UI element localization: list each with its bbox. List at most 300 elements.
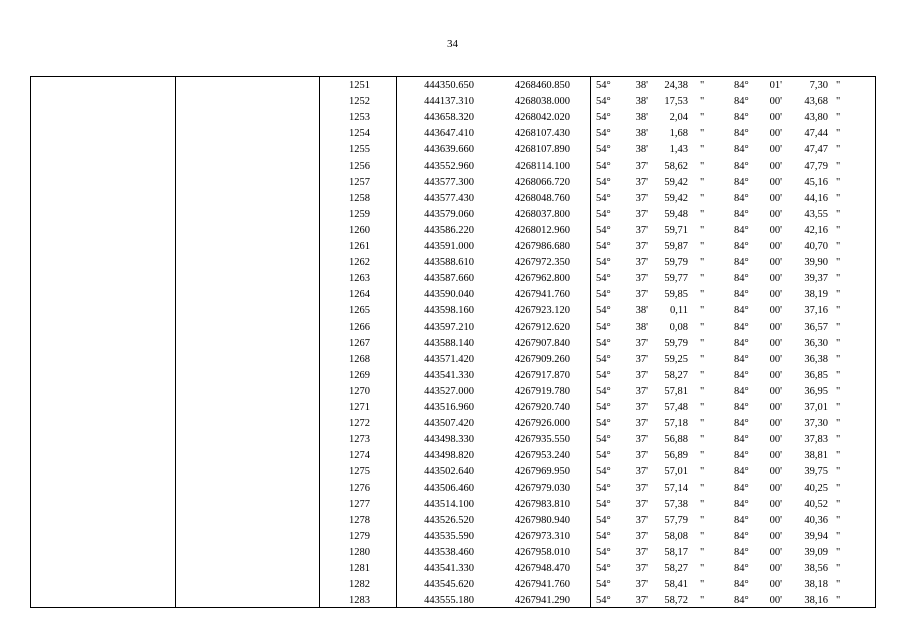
lon-seconds-mark: " — [836, 96, 841, 108]
lon-seconds: 39,37 — [804, 273, 828, 285]
lon-seconds-mark: " — [836, 353, 841, 365]
lon-seconds: 44,16 — [804, 192, 828, 204]
point-number: 1267 — [349, 337, 370, 349]
lat-seconds: 59,71 — [664, 224, 688, 236]
lon-minutes: 00' — [769, 434, 782, 446]
lat-minutes: 37' — [635, 353, 648, 365]
x-coordinate: 443588.140 — [424, 337, 474, 349]
lat-degrees: 54° — [596, 144, 611, 156]
lat-degrees: 54° — [596, 466, 611, 478]
y-coordinate: 4267941.760 — [514, 579, 570, 591]
lat-seconds-mark: " — [700, 160, 705, 172]
point-number: 1252 — [349, 96, 370, 108]
lon-seconds-mark: " — [836, 482, 841, 494]
lon-seconds: 36,30 — [804, 337, 828, 349]
lat-seconds: 56,88 — [664, 434, 688, 446]
lon-minutes: 00' — [769, 273, 782, 285]
lat-seconds: 56,89 — [664, 450, 688, 462]
point-number: 1278 — [349, 514, 370, 526]
lon-seconds-mark: " — [836, 192, 841, 204]
lat-minutes: 37' — [635, 241, 648, 252]
point-number: 1268 — [349, 353, 370, 365]
lat-seconds-mark: " — [700, 369, 705, 381]
lon-seconds-mark: " — [836, 530, 841, 542]
lat-degrees: 54° — [596, 128, 611, 140]
lat-seconds-mark: " — [700, 321, 705, 333]
lat-seconds-mark: " — [700, 563, 705, 574]
y-coordinate: 4267912.620 — [514, 321, 570, 333]
lat-seconds: 57,48 — [664, 402, 688, 413]
lat-seconds: 58,62 — [664, 160, 688, 172]
x-coordinate: 443498.330 — [424, 434, 474, 446]
lon-minutes: 00' — [769, 321, 782, 333]
lat-degrees: 54° — [596, 498, 611, 510]
point-number: 1263 — [349, 273, 370, 285]
table-row — [0, 561, 905, 577]
point-number: 1254 — [349, 128, 370, 140]
y-coordinate: 4267923.120 — [514, 305, 570, 317]
lon-seconds: 39,90 — [804, 257, 828, 269]
lon-seconds-mark: " — [836, 466, 841, 478]
table-row — [0, 384, 905, 400]
lat-seconds: 0,08 — [669, 321, 688, 333]
point-number: 1260 — [349, 224, 370, 236]
lat-degrees: 54° — [596, 337, 611, 349]
table-row — [0, 223, 905, 239]
x-coordinate: 443586.220 — [424, 224, 474, 236]
lon-degrees: 84° — [734, 546, 749, 558]
y-coordinate: 4267986.680 — [514, 241, 570, 252]
lon-degrees: 84° — [734, 418, 749, 430]
x-coordinate: 443507.420 — [424, 418, 474, 430]
y-coordinate: 4267941.760 — [514, 289, 570, 301]
lat-degrees: 54° — [596, 546, 611, 558]
lat-minutes: 37' — [635, 385, 648, 397]
y-coordinate: 4267935.550 — [514, 434, 570, 446]
point-number: 1262 — [349, 257, 370, 269]
point-number: 1282 — [349, 579, 370, 591]
lon-degrees: 84° — [734, 369, 749, 381]
lat-degrees: 54° — [596, 353, 611, 365]
x-coordinate: 443591.000 — [424, 241, 474, 252]
lat-seconds: 0,11 — [670, 305, 688, 317]
lon-seconds: 38,16 — [804, 595, 828, 607]
lat-minutes: 38' — [635, 112, 648, 124]
lon-seconds: 39,94 — [804, 530, 828, 542]
lat-minutes: 37' — [635, 192, 648, 204]
point-number: 1265 — [349, 305, 370, 317]
lon-degrees: 84° — [734, 402, 749, 413]
lat-minutes: 38' — [635, 80, 648, 91]
lat-seconds: 59,79 — [664, 257, 688, 269]
lat-seconds-mark: " — [700, 450, 705, 462]
lon-seconds-mark: " — [836, 273, 841, 285]
point-number: 1280 — [349, 546, 370, 558]
y-coordinate: 4267926.000 — [514, 418, 570, 430]
lon-degrees: 84° — [734, 80, 749, 91]
lat-seconds: 1,68 — [669, 128, 688, 140]
lon-minutes: 00' — [769, 450, 782, 462]
y-coordinate: 4268107.890 — [514, 144, 570, 156]
lat-seconds-mark: " — [700, 402, 705, 413]
x-coordinate: 443545.620 — [424, 579, 474, 591]
lat-seconds: 57,18 — [664, 418, 688, 430]
lat-seconds-mark: " — [700, 96, 705, 108]
y-coordinate: 4268037.800 — [514, 208, 570, 220]
lon-seconds-mark: " — [836, 498, 841, 510]
lon-degrees: 84° — [734, 257, 749, 269]
table-row — [0, 175, 905, 191]
lon-degrees: 84° — [734, 385, 749, 397]
page-number: 34 — [447, 38, 458, 50]
lat-seconds-mark: " — [700, 176, 705, 188]
lat-minutes: 37' — [635, 160, 648, 172]
lon-degrees: 84° — [734, 112, 749, 124]
lat-seconds: 57,79 — [664, 514, 688, 526]
lat-seconds-mark: " — [700, 224, 705, 236]
lon-minutes: 00' — [769, 595, 782, 607]
x-coordinate: 443577.430 — [424, 192, 474, 204]
lat-degrees: 54° — [596, 224, 611, 236]
lat-degrees: 54° — [596, 289, 611, 301]
point-number: 1279 — [349, 530, 370, 542]
lon-seconds: 36,95 — [804, 385, 828, 397]
y-coordinate: 4267980.940 — [514, 514, 570, 526]
lat-degrees: 54° — [596, 321, 611, 333]
lon-minutes: 00' — [769, 466, 782, 478]
lon-degrees: 84° — [734, 224, 749, 236]
x-coordinate: 443658.320 — [424, 112, 474, 124]
x-coordinate: 443506.460 — [424, 482, 474, 494]
table-row — [0, 336, 905, 352]
lon-seconds: 45,16 — [804, 176, 828, 188]
lat-seconds-mark: " — [700, 80, 705, 91]
point-number: 1283 — [349, 595, 370, 607]
table-row — [0, 529, 905, 545]
lat-degrees: 54° — [596, 176, 611, 188]
table-row — [0, 271, 905, 287]
lon-degrees: 84° — [734, 482, 749, 494]
lon-degrees: 84° — [734, 321, 749, 333]
lat-seconds: 59,79 — [664, 337, 688, 349]
lon-minutes: 00' — [769, 112, 782, 124]
point-number: 1275 — [349, 466, 370, 478]
x-coordinate: 443571.420 — [424, 353, 474, 365]
lon-minutes: 00' — [769, 257, 782, 269]
lat-degrees: 54° — [596, 482, 611, 494]
lon-seconds-mark: " — [836, 160, 841, 172]
lon-degrees: 84° — [734, 176, 749, 188]
lon-degrees: 84° — [734, 241, 749, 252]
lat-degrees: 54° — [596, 160, 611, 172]
y-coordinate: 4267920.740 — [514, 402, 570, 413]
lon-minutes: 00' — [769, 144, 782, 156]
lon-minutes: 00' — [769, 402, 782, 413]
x-coordinate: 443555.180 — [424, 595, 474, 607]
lat-seconds-mark: " — [700, 192, 705, 204]
lon-seconds-mark: " — [836, 112, 841, 124]
lat-seconds-mark: " — [700, 273, 705, 285]
lon-minutes: 00' — [769, 160, 782, 172]
lon-minutes: 00' — [769, 224, 782, 236]
lon-seconds: 43,80 — [804, 112, 828, 124]
lat-degrees: 54° — [596, 208, 611, 220]
lon-seconds-mark: " — [836, 337, 841, 349]
lon-seconds: 36,57 — [804, 321, 828, 333]
lat-minutes: 38' — [635, 128, 648, 140]
lon-seconds-mark: " — [836, 579, 841, 591]
lat-seconds: 17,53 — [664, 96, 688, 108]
lat-seconds: 57,38 — [664, 498, 688, 510]
lat-seconds-mark: " — [700, 579, 705, 591]
lon-seconds: 37,01 — [804, 402, 828, 413]
point-number: 1274 — [349, 450, 370, 462]
lat-degrees: 54° — [596, 257, 611, 269]
lon-minutes: 00' — [769, 482, 782, 494]
lat-degrees: 54° — [596, 112, 611, 124]
lon-seconds-mark: " — [836, 80, 841, 91]
y-coordinate: 4268107.430 — [514, 128, 570, 140]
lat-seconds-mark: " — [700, 482, 705, 494]
point-number: 1270 — [349, 385, 370, 397]
x-coordinate: 443502.640 — [424, 466, 474, 478]
lon-degrees: 84° — [734, 579, 749, 591]
lon-minutes: 00' — [769, 498, 782, 510]
table-row — [0, 159, 905, 175]
point-number: 1264 — [349, 289, 370, 301]
lon-seconds: 38,81 — [804, 450, 828, 462]
lon-seconds-mark: " — [836, 241, 841, 252]
lon-seconds-mark: " — [836, 289, 841, 301]
lat-seconds: 59,42 — [664, 176, 688, 188]
lat-minutes: 38' — [635, 305, 648, 317]
lat-minutes: 37' — [635, 563, 648, 574]
lon-degrees: 84° — [734, 337, 749, 349]
lat-seconds-mark: " — [700, 353, 705, 365]
point-number: 1256 — [349, 160, 370, 172]
lat-seconds: 57,81 — [664, 385, 688, 397]
lon-degrees: 84° — [734, 498, 749, 510]
lat-degrees: 54° — [596, 434, 611, 446]
y-coordinate: 4267909.260 — [514, 353, 570, 365]
lon-seconds-mark: " — [836, 514, 841, 526]
point-number: 1253 — [349, 112, 370, 124]
x-coordinate: 443516.960 — [424, 402, 474, 413]
lon-seconds: 37,16 — [804, 305, 828, 317]
x-coordinate: 443598.160 — [424, 305, 474, 317]
point-number: 1281 — [349, 563, 370, 574]
x-coordinate: 443552.960 — [424, 160, 474, 172]
lat-minutes: 37' — [635, 498, 648, 510]
y-coordinate: 4267979.030 — [514, 482, 570, 494]
table-row — [0, 239, 905, 255]
x-coordinate: 443588.610 — [424, 257, 474, 269]
lon-seconds-mark: " — [836, 208, 841, 220]
lon-minutes: 00' — [769, 369, 782, 381]
lon-minutes: 00' — [769, 241, 782, 252]
table-row — [0, 481, 905, 497]
lat-seconds: 58,17 — [664, 546, 688, 558]
point-number: 1276 — [349, 482, 370, 494]
lat-seconds-mark: " — [700, 208, 705, 220]
x-coordinate: 443579.060 — [424, 208, 474, 220]
lon-minutes: 00' — [769, 579, 782, 591]
lat-seconds-mark: " — [700, 128, 705, 140]
y-coordinate: 4267973.310 — [514, 530, 570, 542]
lon-seconds: 38,18 — [804, 579, 828, 591]
lon-degrees: 84° — [734, 305, 749, 317]
lon-seconds-mark: " — [836, 418, 841, 430]
y-coordinate: 4267917.870 — [514, 369, 570, 381]
lon-seconds: 39,75 — [804, 466, 828, 478]
table-row — [0, 110, 905, 126]
lat-degrees: 54° — [596, 450, 611, 462]
lat-seconds-mark: " — [700, 257, 705, 269]
lat-seconds-mark: " — [700, 241, 705, 252]
lat-seconds-mark: " — [700, 546, 705, 558]
x-coordinate: 443541.330 — [424, 369, 474, 381]
lon-degrees: 84° — [734, 353, 749, 365]
lat-minutes: 37' — [635, 418, 648, 430]
x-coordinate: 443647.410 — [424, 128, 474, 140]
x-coordinate: 443587.660 — [424, 273, 474, 285]
lon-seconds-mark: " — [836, 224, 841, 236]
lon-degrees: 84° — [734, 160, 749, 172]
lat-seconds: 58,27 — [664, 369, 688, 381]
lat-minutes: 37' — [635, 257, 648, 269]
x-coordinate: 443577.300 — [424, 176, 474, 188]
lon-minutes: 01' — [769, 80, 782, 91]
lon-seconds: 43,68 — [804, 96, 828, 108]
lat-minutes: 37' — [635, 208, 648, 220]
table-row — [0, 287, 905, 303]
lat-seconds: 59,48 — [664, 208, 688, 220]
lat-seconds: 57,01 — [664, 466, 688, 478]
lon-seconds: 37,30 — [804, 418, 828, 430]
lat-minutes: 37' — [635, 434, 648, 446]
point-number: 1266 — [349, 321, 370, 333]
lon-seconds-mark: " — [836, 305, 841, 317]
lat-degrees: 54° — [596, 595, 611, 607]
x-coordinate: 443597.210 — [424, 321, 474, 333]
lat-degrees: 54° — [596, 402, 611, 413]
lat-seconds: 2,04 — [669, 112, 688, 124]
lon-minutes: 00' — [769, 385, 782, 397]
lon-degrees: 84° — [734, 128, 749, 140]
lon-seconds: 38,19 — [804, 289, 828, 301]
lon-seconds: 47,44 — [804, 128, 828, 140]
y-coordinate: 4268038.000 — [514, 96, 570, 108]
lat-degrees: 54° — [596, 579, 611, 591]
x-coordinate: 443639.660 — [424, 144, 474, 156]
lon-seconds: 38,56 — [804, 563, 828, 574]
lat-seconds: 58,27 — [664, 563, 688, 574]
point-number: 1251 — [349, 80, 370, 91]
lon-seconds: 36,85 — [804, 369, 828, 381]
lat-seconds: 58,08 — [664, 530, 688, 542]
lat-minutes: 37' — [635, 402, 648, 413]
lat-degrees: 54° — [596, 192, 611, 204]
lat-seconds: 57,14 — [664, 482, 688, 494]
lon-minutes: 00' — [769, 563, 782, 574]
lat-minutes: 37' — [635, 224, 648, 236]
x-coordinate: 444137.310 — [424, 96, 474, 108]
lon-degrees: 84° — [734, 530, 749, 542]
table-row — [0, 255, 905, 271]
lon-minutes: 00' — [769, 546, 782, 558]
lat-seconds-mark: " — [700, 498, 705, 510]
lon-degrees: 84° — [734, 273, 749, 285]
lon-seconds: 42,16 — [804, 224, 828, 236]
lon-minutes: 00' — [769, 128, 782, 140]
table-row — [0, 593, 905, 609]
point-number: 1269 — [349, 369, 370, 381]
point-number: 1272 — [349, 418, 370, 430]
lat-seconds-mark: " — [700, 112, 705, 124]
y-coordinate: 4267907.840 — [514, 337, 570, 349]
table-row — [0, 464, 905, 480]
point-number: 1258 — [349, 192, 370, 204]
lat-seconds-mark: " — [700, 466, 705, 478]
lat-degrees: 54° — [596, 385, 611, 397]
lat-degrees: 54° — [596, 563, 611, 574]
lat-minutes: 37' — [635, 273, 648, 285]
lon-minutes: 00' — [769, 176, 782, 188]
y-coordinate: 4267958.010 — [514, 546, 570, 558]
point-number: 1273 — [349, 434, 370, 446]
lon-degrees: 84° — [734, 514, 749, 526]
lon-minutes: 00' — [769, 96, 782, 108]
table-row — [0, 142, 905, 158]
lat-seconds-mark: " — [700, 434, 705, 446]
table-row — [0, 191, 905, 207]
lon-minutes: 00' — [769, 208, 782, 220]
lon-degrees: 84° — [734, 595, 749, 607]
lon-seconds-mark: " — [836, 434, 841, 446]
lon-minutes: 00' — [769, 305, 782, 317]
table-row — [0, 320, 905, 336]
lon-seconds-mark: " — [836, 563, 841, 574]
lon-seconds-mark: " — [836, 369, 841, 381]
lat-seconds-mark: " — [700, 595, 705, 607]
y-coordinate: 4267972.350 — [514, 257, 570, 269]
lon-seconds: 37,83 — [804, 434, 828, 446]
lon-minutes: 00' — [769, 289, 782, 301]
lat-seconds-mark: " — [700, 385, 705, 397]
lon-degrees: 84° — [734, 192, 749, 204]
table-row — [0, 400, 905, 416]
lat-minutes: 37' — [635, 482, 648, 494]
table-row — [0, 207, 905, 223]
lon-seconds: 40,25 — [804, 482, 828, 494]
y-coordinate: 4267941.290 — [514, 595, 570, 607]
y-coordinate: 4267962.800 — [514, 273, 570, 285]
lat-seconds-mark: " — [700, 418, 705, 430]
y-coordinate: 4267969.950 — [514, 466, 570, 478]
lon-seconds-mark: " — [836, 385, 841, 397]
lat-degrees: 54° — [596, 305, 611, 317]
lon-seconds-mark: " — [836, 257, 841, 269]
lon-seconds: 47,79 — [804, 160, 828, 172]
lat-minutes: 37' — [635, 450, 648, 462]
y-coordinate: 4268066.720 — [514, 176, 570, 188]
lon-seconds: 39,09 — [804, 546, 828, 558]
lon-seconds-mark: " — [836, 144, 841, 156]
point-number: 1257 — [349, 176, 370, 188]
lon-degrees: 84° — [734, 466, 749, 478]
lat-seconds: 59,77 — [664, 273, 688, 285]
lon-seconds-mark: " — [836, 595, 841, 607]
